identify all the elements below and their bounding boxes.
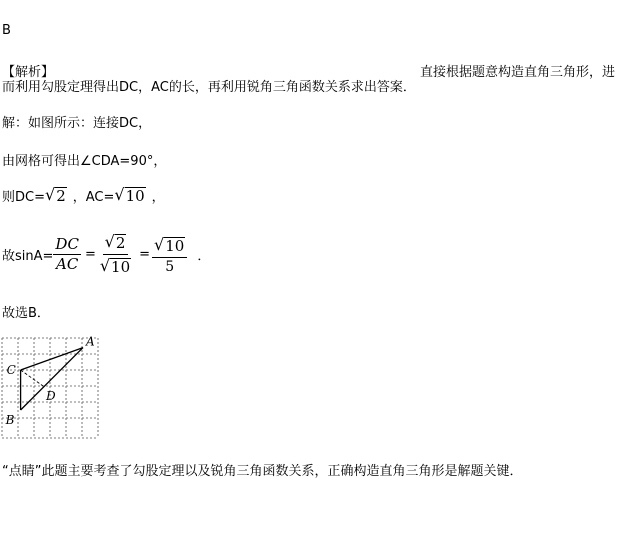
answer-letter: B <box>2 23 11 38</box>
fraction-dc-ac-numerator: DC <box>55 235 79 253</box>
solution-conclusion: 故选B． <box>2 306 50 321</box>
sqrt-symbol-icon: √ <box>99 256 111 275</box>
fraction-sqrt2-sqrt10 <box>98 233 133 276</box>
point-label-c: C <box>6 363 16 377</box>
ac-sqrt <box>114 186 145 205</box>
sqrt-symbol-icon: √ <box>104 232 115 251</box>
geometry-figure <box>0 336 104 440</box>
sin-prefix: 故sinA= <box>2 249 54 264</box>
sqrt-symbol-icon: √ <box>44 185 56 204</box>
dc-radicand: 2 <box>56 187 66 205</box>
fraction-5-denominator: 5 <box>165 258 175 275</box>
sqrt-symbol-icon: √ <box>114 185 125 204</box>
analysis-line1-right: 直接根据题意构造直角三角形，进 <box>420 65 616 80</box>
sqrt-symbol-icon: √ <box>154 234 165 254</box>
point-label-b: B <box>5 413 15 427</box>
sqrt2-radicand: 2 <box>115 234 126 252</box>
dc-sqrt <box>45 186 67 205</box>
analysis-line2: 而利用勾股定理得出DC，AC的长，再利用锐角三角函数关系求出答案． <box>2 80 416 95</box>
fraction-sqrt2-numerator <box>103 233 129 255</box>
ac-radicand: 10 <box>125 187 145 205</box>
fraction-dc-ac-denominator: AC <box>56 255 79 273</box>
grid <box>2 338 98 438</box>
analysis-heading: 【解析】 <box>2 65 55 80</box>
sqrt10-result-radicand: 10 <box>165 236 185 255</box>
equals-2: = <box>139 247 151 262</box>
equals-1: = <box>84 247 96 262</box>
solution-line3 <box>2 186 165 205</box>
solution-line1: 解：如图所示：连接DC， <box>2 116 152 131</box>
dc-prefix: 则DC= <box>2 190 45 205</box>
fraction-sqrt10-numerator <box>152 236 187 258</box>
sqrt10-radicand: 10 <box>111 258 131 276</box>
segment-ca <box>21 348 83 370</box>
point-label-a: A <box>86 336 95 349</box>
point-label-d: D <box>46 389 56 403</box>
solution-line4 <box>2 233 210 276</box>
ac-suffix: ， <box>151 190 165 205</box>
fraction-sqrt10-5 <box>152 236 187 274</box>
sin-suffix: ． <box>197 249 211 264</box>
comment: “点睛”此题主要考查了勾股定理以及锐角三角函数关系，正确构造直角三角形是解题关键． <box>2 464 523 479</box>
fraction-sqrt10-denominator <box>98 255 133 276</box>
ac-mid: ，AC= <box>72 190 115 205</box>
fraction-dc-ac <box>53 237 81 272</box>
segment-cd <box>21 370 43 386</box>
solution-line2: 由网格可得出∠CDA=90°， <box>2 154 167 169</box>
